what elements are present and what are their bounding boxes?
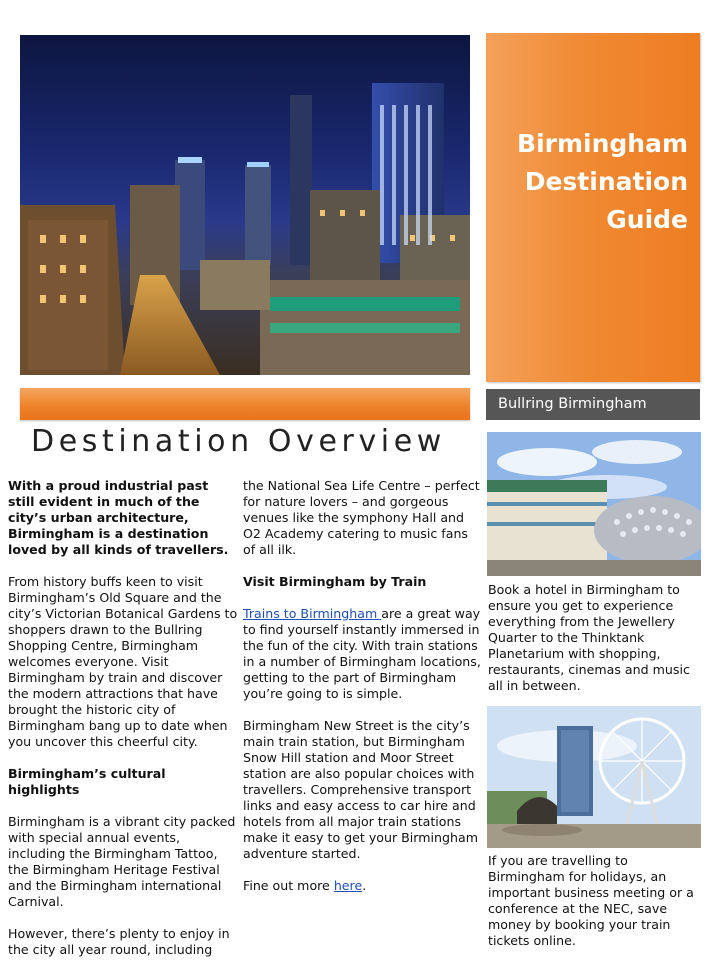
hero-photo-birmingham-skyline <box>20 35 470 375</box>
history-paragraph: From history buffs keen to visit Birmingham’s Old Square and the city’s Victorian Botanical Gardens to shoppers drawn to the Bullring Shopping Centre, Birmingham welcomes everyone. Visit Birmingham by train and discover the modern attractions that have brought the historic city of Birmingham bang up to date when you uncover this cheerful city. <box>8 574 238 749</box>
trains-to-birmingham-link[interactable]: Trains to Birmingham <box>243 606 382 621</box>
train-heading: Visit Birmingham by Train <box>243 574 427 589</box>
train-tickets-paragraph: If you are travelling to Birmingham for holidays, an important business meeting or a conference at the NEC, save money by booking your train tickets online. <box>488 853 694 948</box>
intro-paragraph: With a proud industrial past still evident in much of the city’s urban architecture, Birmingham is a destination loved by all kinds of travellers. <box>8 478 229 557</box>
year-round-paragraph: However, there’s plenty to enjoy in the city all year round, including <box>8 926 230 957</box>
events-paragraph: Birmingham is a vibrant city packed with special annual events, including the Birmingham Tattoo, the Birmingham Heritage Festival and the Birmingham international Carnival. <box>8 814 236 909</box>
train-paragraph-text: are a great way to find yourself instantly immersed in the fun of the city. With train stations in a number of Birmingham locations, getting to the part of Birmingham you’re going to is simple. <box>243 606 481 701</box>
ferris-wheel-photo <box>487 706 701 848</box>
orange-divider-bar <box>20 388 470 420</box>
left-column <box>8 478 238 971</box>
bullring-photo <box>487 432 701 576</box>
title-panel <box>486 33 700 382</box>
right-column-train <box>488 853 702 965</box>
section-heading: Destination Overview <box>31 424 446 459</box>
hotel-paragraph: Book a hotel in Birmingham to ensure you get to experience everything from the Jewellery Quarter to the Thinktank Planetarium with shopping, restaurants, cinemas and music all in between. <box>488 582 690 693</box>
stations-paragraph: Birmingham New Street is the city’s main train station, but Birmingham Snow Hill station and Moor Street station are also popular choices with travellers. Comprehensive transport links and easy access to car hire and hotels from all major train stations make it easy to get your Birmingham adventure started. <box>243 718 478 861</box>
guide-title <box>486 125 688 239</box>
title-line-1: Birmingham <box>517 129 688 158</box>
middle-column <box>243 478 481 910</box>
cultural-heading: Birmingham’s cultural highlights <box>8 766 166 797</box>
title-line-3: Guide <box>606 205 688 234</box>
attractions-paragraph: the National Sea Life Centre – perfect for nature lovers – and gorgeous venues like the symphony Hall and O2 Academy catering to music fans of all ilk. <box>243 478 480 557</box>
title-line-2: Destination <box>524 167 688 196</box>
find-out-more <box>243 878 481 894</box>
find-out-more-suffix: . <box>362 878 367 893</box>
here-link[interactable]: here <box>333 878 363 893</box>
image-caption: Bullring Birmingham <box>486 389 700 420</box>
find-out-more-prefix: Fine out more <box>243 878 334 893</box>
train-paragraph <box>243 606 481 702</box>
right-column-hotel <box>488 582 702 710</box>
